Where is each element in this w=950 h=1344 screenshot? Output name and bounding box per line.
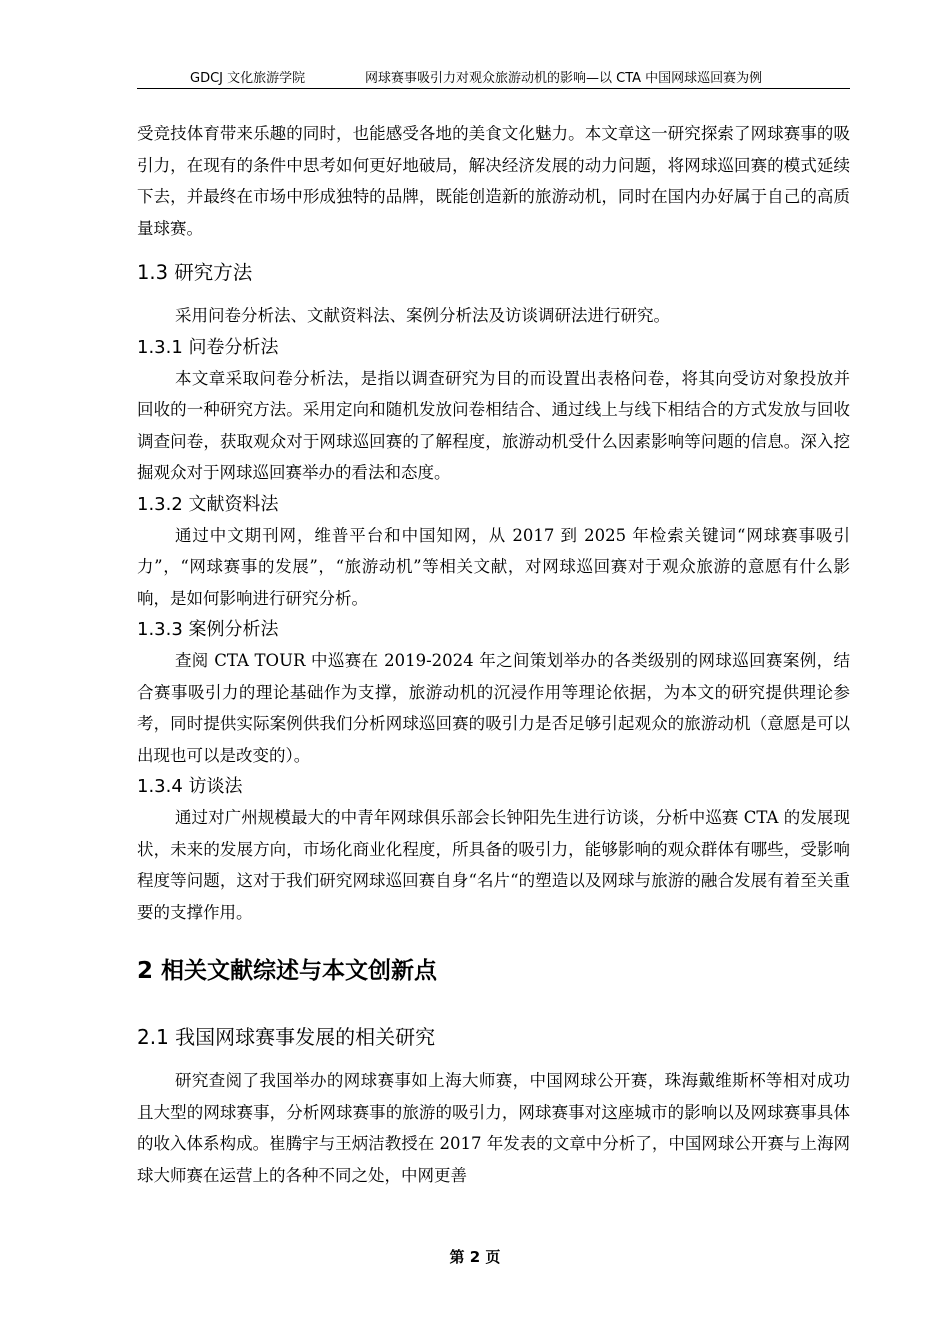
section-heading-2-1: 2.1 我国网球赛事发展的相关研究 (137, 1025, 436, 1049)
subsection-heading-1-3-2: 1.3.2 文献资料法 (137, 493, 279, 515)
section-heading-1-3: 1.3 研究方法 (137, 261, 253, 284)
paragraph-methods-intro: 采用问卷分析法、文献资料法、案例分析法及访谈调研法进行研究。 (174, 306, 670, 325)
paragraph-questionnaire: 本文章采取问卷分析法，是指以调查研究为目的而设置出表格问卷，将其向受访对象投放并回收的一种研究方法。采用定向和随机发放问卷相结合、通过线上与线下相结合的方式发放与回收调查问卷，获取观众对于网球巡回赛的了解程度，旅游动机受什么因素影响等问题的信息。深入挖掘观众对于网球巡回赛举办的看法和态度。 (137, 368, 850, 482)
subsection-heading-1-3-4: 1.3.4 访谈法 (137, 776, 243, 797)
paragraph-interview: 通过对广州规模最大的中青年网球俱乐部会长钟阳先生进行访谈，分析中巡赛 CTA 的发展现状，未来的发展方向，市场化商业化程度，所具备的吸引力，能够影响的观众群体有哪些，受影响程度等问题，这对于我们研究网球巡回赛自身“名片“的塑造以及网球与旅游的融合发展有着至关重要的支撑作用。 (137, 808, 850, 922)
header-paper-title: 网球赛事吸引力对观众旅游动机的影响—以 CTA 中国网球巡回赛为例 (365, 71, 763, 86)
chapter-heading-2: 2 相关文献综述与本文创新点 (137, 958, 438, 984)
subsection-heading-1-3-3: 1.3.3 案例分析法 (137, 619, 279, 640)
page-number: 第 2 页 (449, 1248, 501, 1266)
paragraph-related-research: 研究查阅了我国举办的网球赛事如上海大师赛，中国网球公开赛，珠海戴维斯杯等相对成功且大型的网球赛事，分析网球赛事的旅游的吸引力，网球赛事对这座城市的影响以及网球赛事具体的收入体系构成。崔腾宇与王炳洁教授在 2017 年发表的文章中分析了，中国网球公开赛与上海网球大师赛在运营上的各种不同之处，中网更善 (137, 1071, 850, 1185)
paragraph-case-study: 查阅 CTA TOUR 中巡赛在 2019-2024 年之间策划举办的各类级别的网球巡回赛案例，结合赛事吸引力的理论基础作为支撑，旅游动机的沉浸作用等理论依据，为本文的研究提供理论参考，同时提供实际案例供我们分析网球巡回赛的吸引力是否足够引起观众的旅游动机（意愿是可以出现也可以是改变的）。 (137, 651, 850, 765)
paragraph-continuation: 受竞技体育带来乐趣的同时，也能感受各地的美食文化魅力。本文章这一研究探索了网球赛事的吸引力，在现有的条件中思考如何更好地破局，解决经济发展的动力问题，将网球巡回赛的模式延续下去，并最终在市场中形成独特的品牌，既能创造新的旅游动机，同时在国内办好属于自己的高质量球赛。 (137, 124, 850, 238)
document-body (137, 118, 850, 1191)
subsection-heading-1-3-1: 1.3.1 问卷分析法 (137, 336, 279, 358)
running-header (137, 64, 850, 89)
header-institution: GDCJ 文化旅游学院 (190, 71, 306, 86)
paragraph-literature: 通过中文期刊网，维普平台和中国知网，从 2017 到 2025 年检索关键词“网球赛事吸引力”，“网球赛事的发展”，“旅游动机”等相关文献，对网球巡回赛对于观众旅游的意愿有什么影响，是如何影响进行研究分析。 (137, 525, 850, 608)
